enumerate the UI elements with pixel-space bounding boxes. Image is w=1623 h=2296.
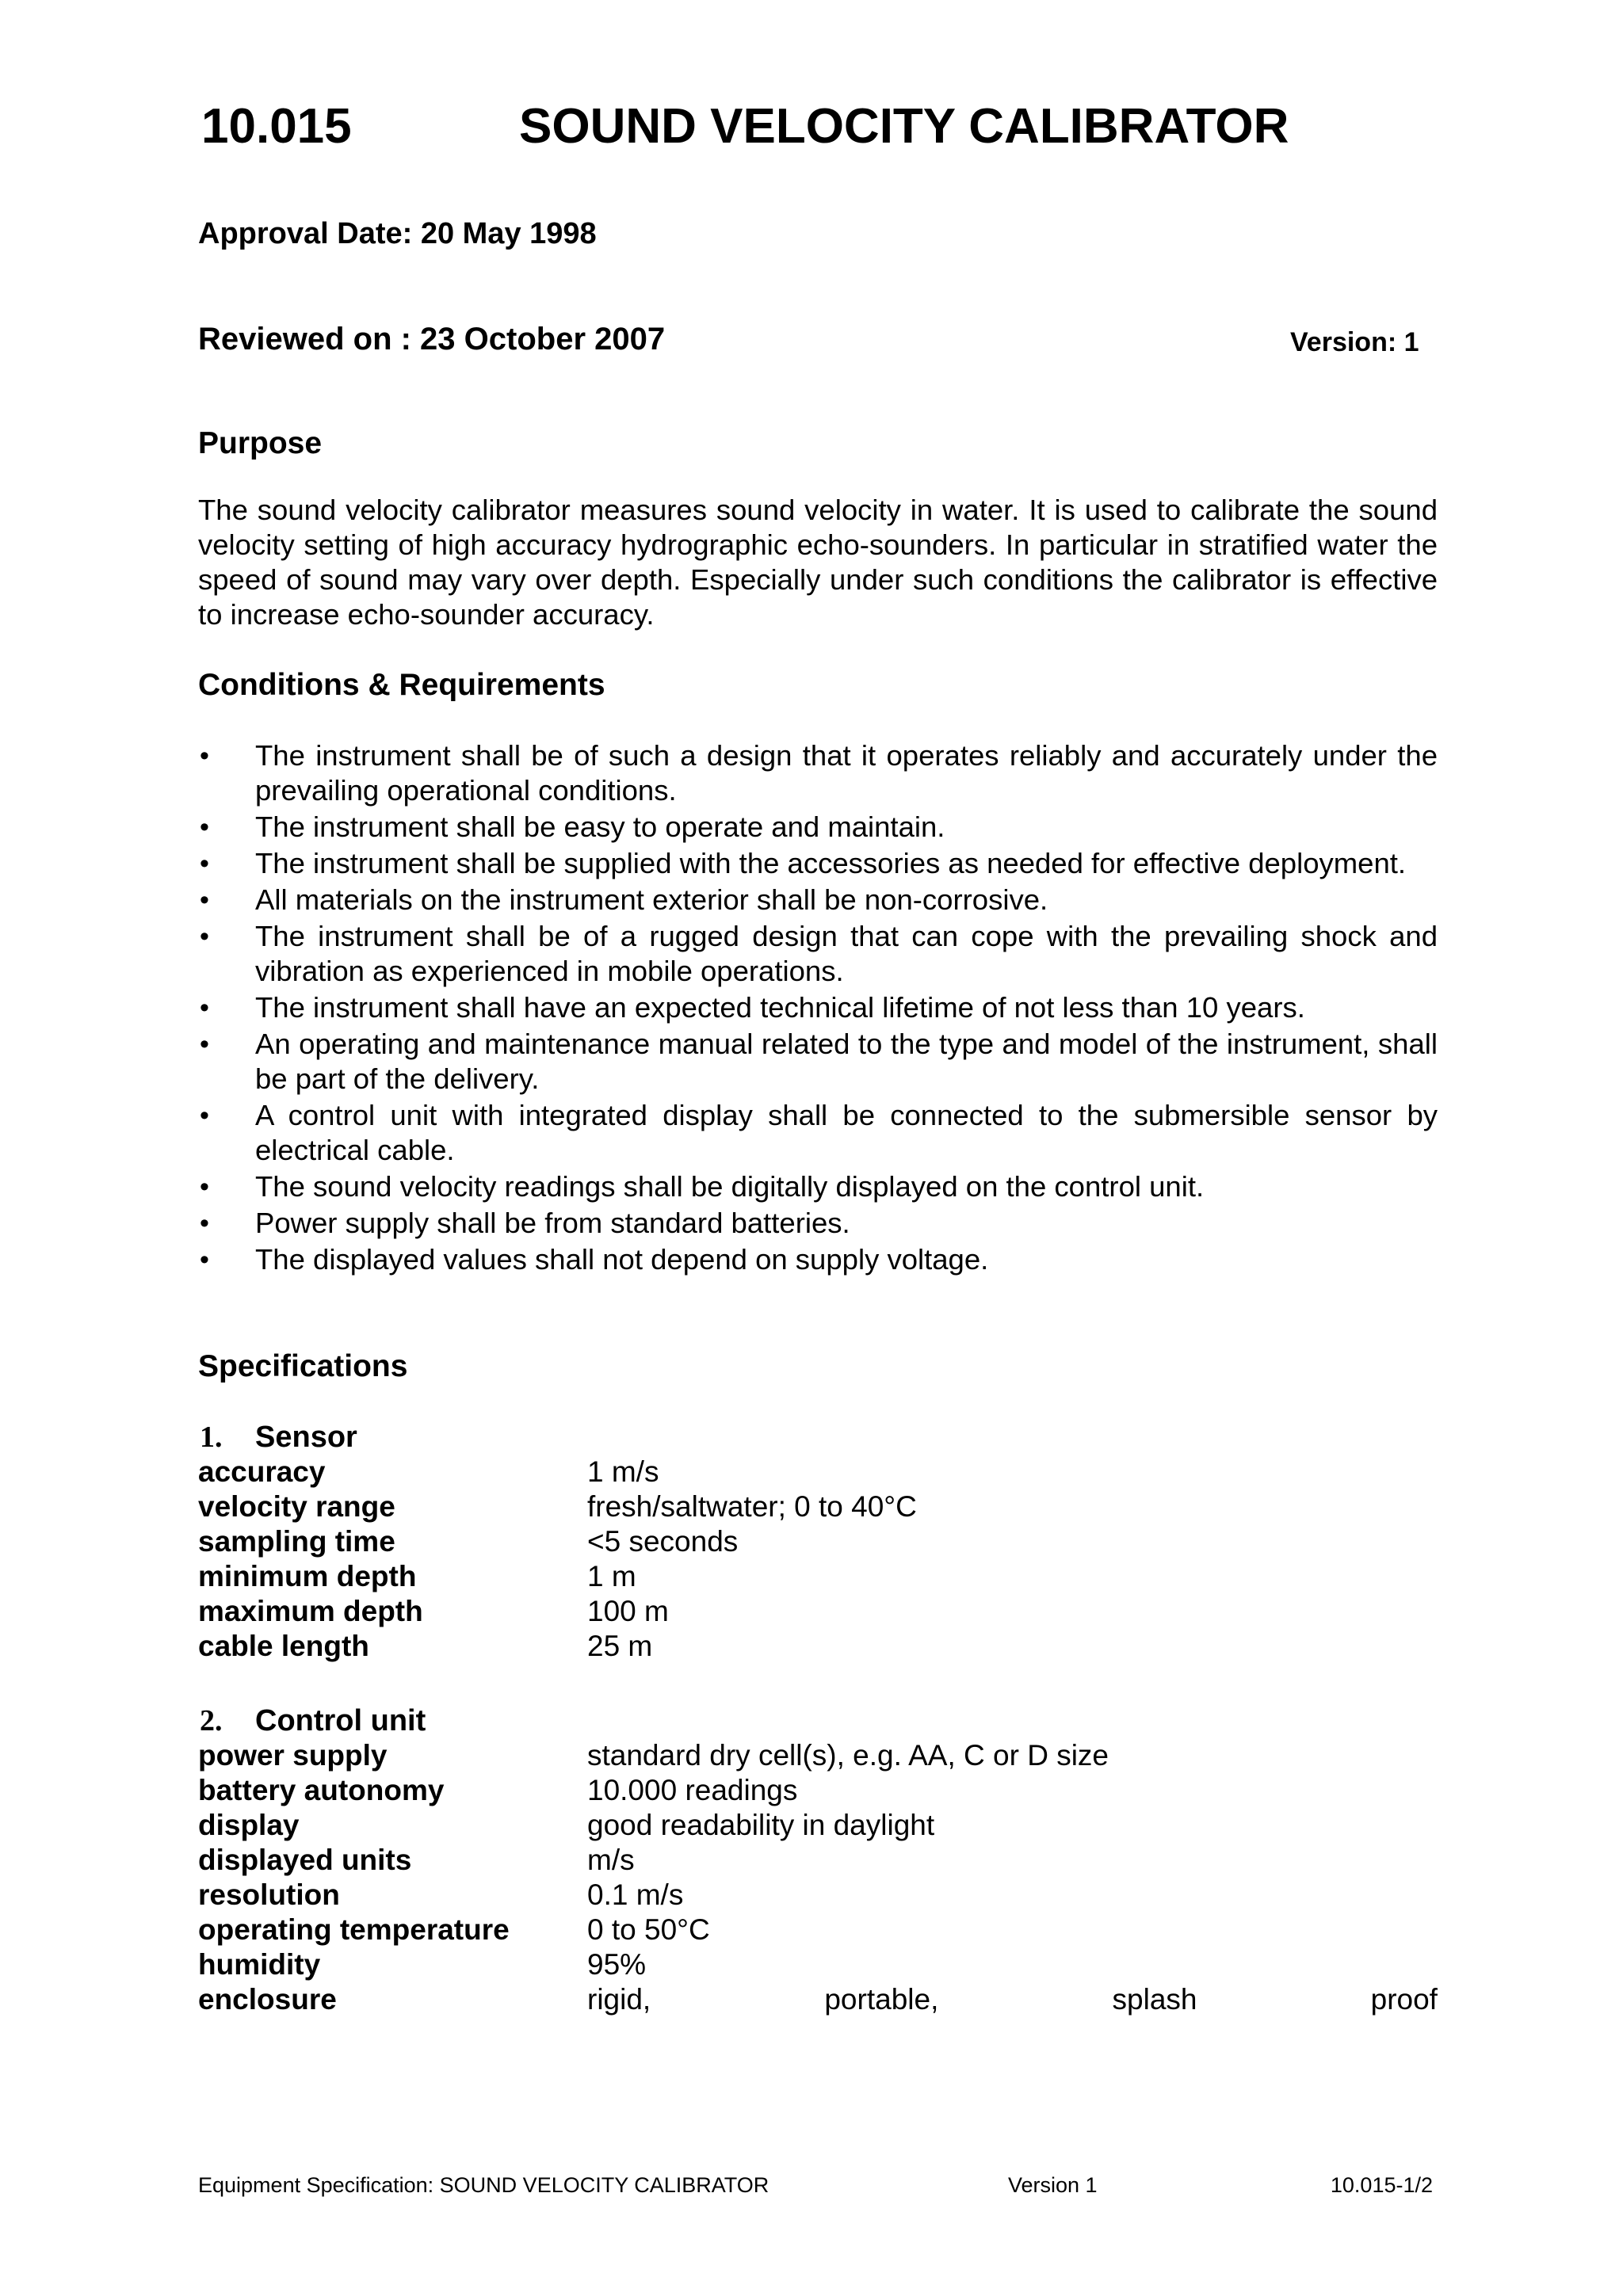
- list-item: • An operating and maintenance manual related to the type and model of the instrument, shall be part of the delivery.: [200, 1028, 1438, 1095]
- spec-value: good readability in daylight: [587, 1809, 935, 1841]
- list-item: • A control unit with integrated display shall be connected to the submersible sensor by electrical cable.: [200, 1099, 1438, 1166]
- control-unit-heading: [198, 1703, 1438, 1738]
- spec-value: <5 seconds: [587, 1525, 739, 1558]
- spec-key: velocity range: [198, 1490, 395, 1523]
- section-number: 2.: [200, 1704, 223, 1737]
- list-item: • The sound velocity readings shall be digitally displayed on the control unit.: [200, 1170, 1205, 1203]
- list-item: • The instrument shall be easy to operate and maintain.: [200, 810, 945, 843]
- spec-key: display: [198, 1809, 300, 1841]
- spec-value: 0.1 m/s: [587, 1878, 684, 1911]
- spec-key: resolution: [198, 1878, 340, 1911]
- footer-page-number: 10.015-1/2: [1330, 2173, 1433, 2197]
- spec-row: [198, 1559, 1438, 1594]
- section-label: Sensor: [255, 1421, 357, 1454]
- document-title: [198, 95, 1434, 166]
- footer-version: Version 1: [1008, 2173, 1098, 2197]
- spec-key: cable length: [198, 1630, 369, 1662]
- enclosure-word: portable,: [824, 1983, 939, 2016]
- sensor-heading: [198, 1420, 1438, 1455]
- spec-value: m/s: [587, 1844, 635, 1876]
- spec-value: 0 to 50°C: [587, 1913, 710, 1946]
- spec-key: sampling time: [198, 1525, 395, 1558]
- spec-key: accuracy: [198, 1455, 326, 1488]
- spec-row: [198, 1913, 1438, 1947]
- bullet-icon: •: [200, 1029, 209, 1059]
- list-item: • The instrument shall have an expected technical lifetime of not less than 10 years.: [200, 991, 1305, 1024]
- purpose-heading: Purpose: [198, 426, 323, 460]
- bullet-icon: •: [200, 1172, 209, 1202]
- spec-value: 100 m: [587, 1595, 669, 1627]
- spec-key: humidity: [198, 1948, 321, 1981]
- bullet-icon: •: [200, 921, 209, 952]
- spec-row: [198, 1489, 1438, 1524]
- page-footer: [198, 2171, 1438, 2203]
- spec-value: 10.000 readings: [587, 1774, 798, 1806]
- list-item: • Power supply shall be from standard batteries.: [200, 1207, 850, 1239]
- spec-key: enclosure: [198, 1983, 337, 2016]
- approval-date: Approval Date: 20 May 1998: [198, 217, 597, 250]
- section-number: 1.: [200, 1421, 223, 1454]
- conditions-list: [198, 738, 1438, 1279]
- document-title-text: SOUND VELOCITY CALIBRATOR: [519, 99, 1289, 154]
- spec-key: minimum depth: [198, 1560, 417, 1592]
- specifications-heading: Specifications: [198, 1349, 408, 1383]
- bullet-icon: •: [200, 741, 209, 771]
- spec-row: [198, 1629, 1438, 1664]
- spec-value: 25 m: [587, 1630, 653, 1662]
- spec-row: [198, 1808, 1438, 1843]
- footer-doc-title: Equipment Specification: SOUND VELOCITY CALIBRATOR: [198, 2173, 769, 2197]
- spec-value: 1 m: [587, 1560, 636, 1592]
- document-number: 10.015: [201, 99, 352, 154]
- spec-key: displayed units: [198, 1844, 412, 1876]
- spec-row: [198, 1878, 1438, 1913]
- spec-row: [198, 1524, 1438, 1559]
- spec-value: standard dry cell(s), e.g. AA, C or D size: [587, 1739, 1109, 1772]
- bullet-icon: •: [200, 993, 209, 1023]
- bullet-icon: •: [200, 885, 209, 915]
- spec-value: 95%: [587, 1948, 647, 1981]
- enclosure-word: rigid,: [587, 1983, 651, 2016]
- purpose-paragraph: The sound velocity calibrator measures sound velocity in water. It is used to calibrate the sound velocity setting of high accuracy hydrographic echo-sounders. In particular in stratified water the speed of sound may vary over depth. Especially under such conditions the calibrator is effective to increase echo-sounder accuracy.: [198, 494, 1438, 631]
- list-item: • The instrument shall be supplied with the accessories as needed for effective deployment.: [200, 847, 1407, 879]
- sensor-spec-section: [198, 1420, 1438, 1664]
- spec-key: maximum depth: [198, 1595, 423, 1627]
- spec-key: battery autonomy: [198, 1774, 445, 1806]
- bullet-icon: •: [200, 812, 209, 842]
- spec-value: [587, 1982, 1438, 2017]
- reviewed-date: Reviewed on : 23 October 2007: [198, 322, 666, 357]
- spec-row: [198, 1738, 1438, 1773]
- enclosure-word: splash: [1112, 1983, 1197, 2016]
- bullet-icon: •: [200, 849, 209, 879]
- list-item: • The instrument shall be of such a design that it operates reliably and accurately under the prevailing operational conditions.: [200, 739, 1438, 807]
- spec-row: [198, 1773, 1438, 1808]
- section-label: Control unit: [255, 1704, 426, 1737]
- spec-row: [198, 1455, 1438, 1489]
- bullet-icon: •: [200, 1245, 209, 1275]
- spec-row: [198, 1843, 1438, 1878]
- spec-row: [198, 1947, 1438, 1982]
- version-label: Version: 1: [1290, 327, 1419, 357]
- spec-key: power supply: [198, 1739, 388, 1772]
- spec-key: operating temperature: [198, 1913, 510, 1946]
- spec-row: [198, 1594, 1438, 1629]
- spec-value: 1 m/s: [587, 1455, 659, 1488]
- bullet-icon: •: [200, 1100, 209, 1131]
- control-unit-spec-section: [198, 1703, 1438, 2017]
- list-item: • The displayed values shall not depend on supply voltage.: [200, 1243, 989, 1276]
- list-item: • All materials on the instrument exterior shall be non-corrosive.: [200, 883, 1048, 916]
- conditions-heading: Conditions & Requirements: [198, 668, 605, 702]
- list-item: • The instrument shall be of a rugged design that can cope with the prevailing shock and vibration as experienced in mobile operations.: [200, 920, 1438, 987]
- spec-value: fresh/saltwater; 0 to 40°C: [587, 1490, 917, 1523]
- bullet-icon: •: [200, 1208, 209, 1238]
- spec-row-enclosure: [198, 1982, 1438, 2017]
- enclosure-word: proof: [1370, 1983, 1438, 2016]
